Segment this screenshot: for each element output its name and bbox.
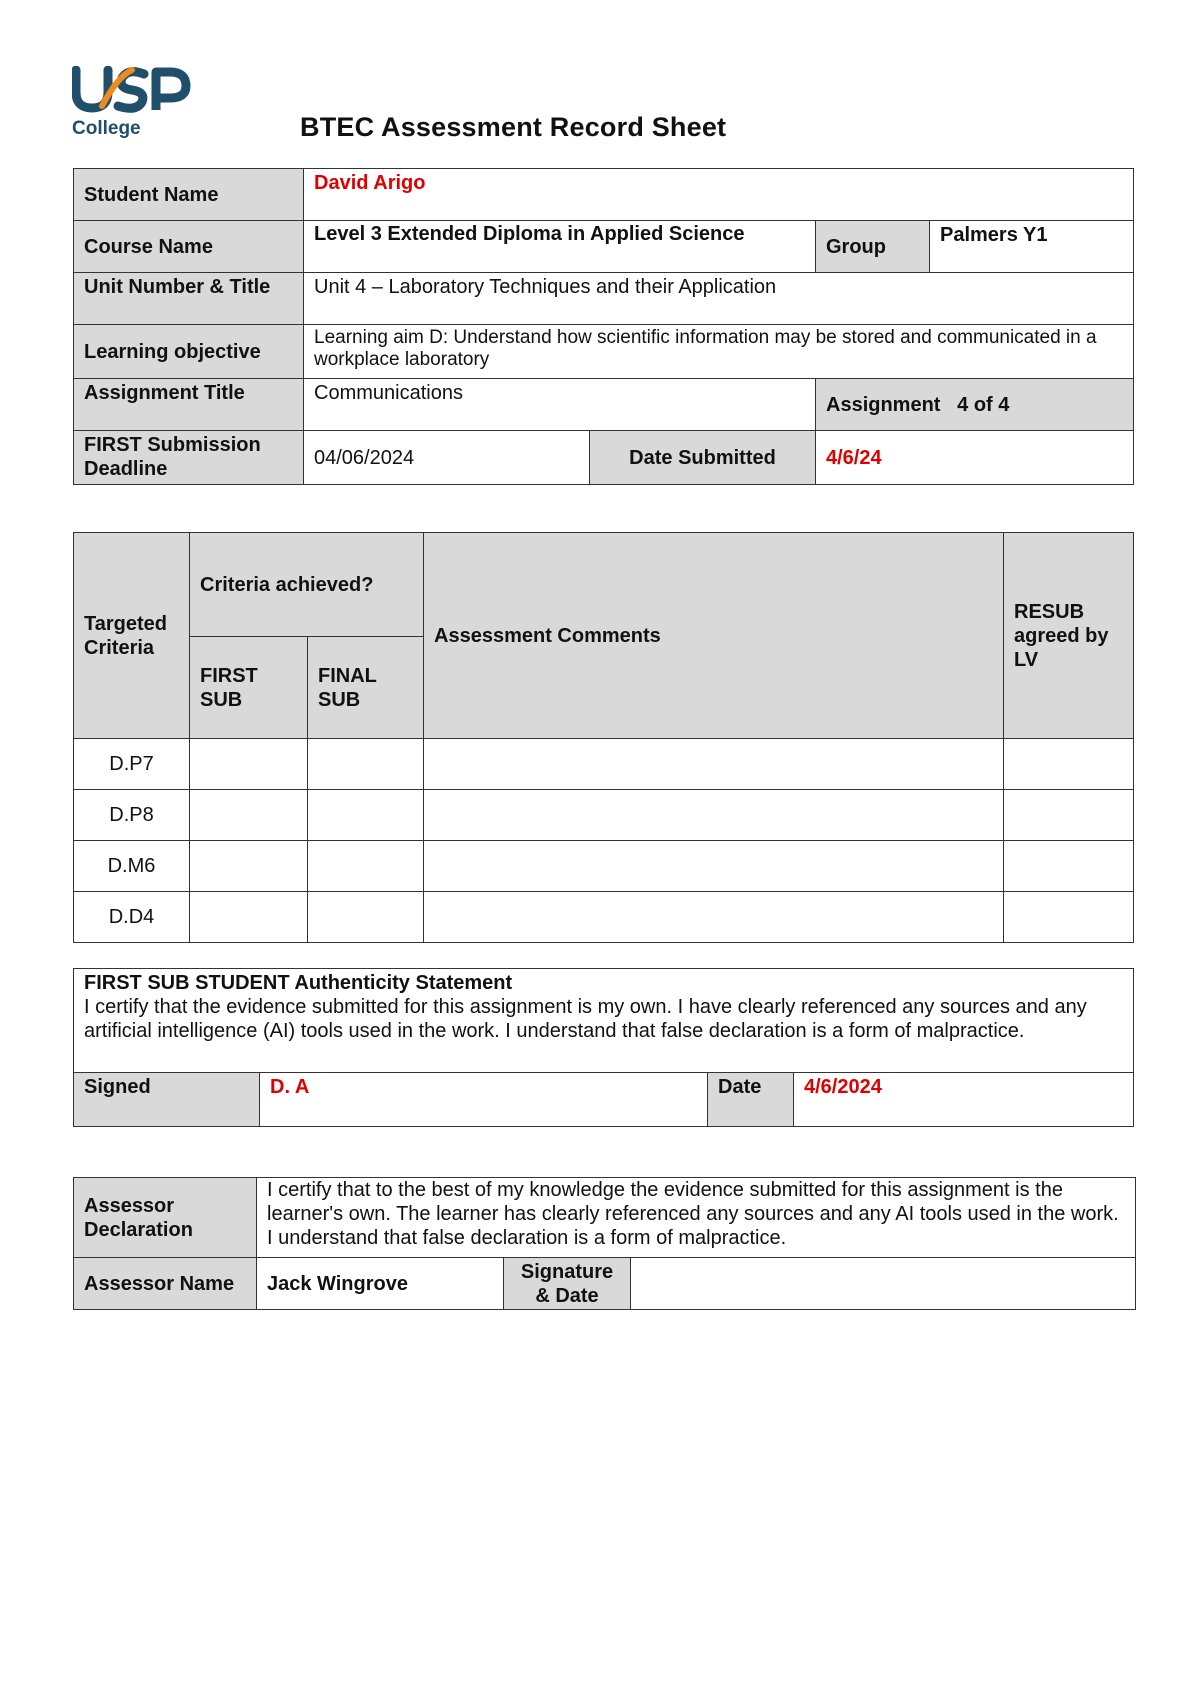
criteria-code: D.M6 [74, 841, 190, 892]
deadline-label: FIRST Submission Deadline [74, 431, 304, 485]
student-name-label: Student Name [74, 169, 304, 221]
deadline-value: 04/06/2024 [304, 431, 590, 485]
usp-college-logo [72, 66, 192, 144]
authenticity-statement-table [73, 968, 1134, 1127]
assignment-title-label: Assignment Title [74, 379, 304, 431]
signed-label: Signed [74, 1073, 260, 1127]
table-row [74, 739, 1134, 790]
comments-cell[interactable] [424, 790, 1004, 841]
assignment-title-value: Communications [304, 379, 816, 431]
group-label: Group [816, 221, 930, 273]
final-sub-cell[interactable] [308, 790, 424, 841]
resub-header: RESUB agreed by LV [1004, 533, 1134, 739]
criteria-code: D.P7 [74, 739, 190, 790]
signature-date-value[interactable] [631, 1258, 1136, 1310]
resub-cell[interactable] [1004, 841, 1134, 892]
resub-cell[interactable] [1004, 892, 1134, 943]
table-row [74, 841, 1134, 892]
final-sub-cell[interactable] [308, 841, 424, 892]
student-info-table [73, 168, 1134, 485]
criteria-code: D.D4 [74, 892, 190, 943]
first-sub-cell[interactable] [190, 790, 308, 841]
date-value[interactable]: 4/6/2024 [794, 1073, 1134, 1127]
assessor-declaration-table [73, 1177, 1136, 1310]
student-name-value: David Arigo [304, 169, 1134, 221]
objective-label: Learning objective [74, 325, 304, 379]
resub-cell[interactable] [1004, 790, 1134, 841]
first-sub-cell[interactable] [190, 892, 308, 943]
comments-cell[interactable] [424, 841, 1004, 892]
unit-value: Unit 4 – Laboratory Techniques and their Application [304, 273, 1134, 325]
objective-value: Learning aim D: Understand how scientific information may be stored and communicated in a workplace laboratory [304, 325, 1134, 379]
authenticity-heading: FIRST SUB STUDENT Authenticity Statement [84, 972, 513, 994]
first-sub-header: FIRST SUB [190, 637, 308, 739]
criteria-table [73, 532, 1134, 943]
final-sub-cell[interactable] [308, 739, 424, 790]
assessor-name-label: Assessor Name [74, 1258, 257, 1310]
table-row [74, 790, 1134, 841]
assignment-count: Assignment 4 of 4 [816, 379, 1134, 431]
resub-cell[interactable] [1004, 739, 1134, 790]
first-sub-cell[interactable] [190, 739, 308, 790]
assessor-name-value: Jack Wingrove [257, 1258, 504, 1310]
page-title: BTEC Assessment Record Sheet [300, 112, 727, 142]
group-value: Palmers Y1 [930, 221, 1134, 273]
first-sub-cell[interactable] [190, 841, 308, 892]
criteria-achieved-header: Criteria achieved? [190, 533, 424, 637]
course-name-label: Course Name [74, 221, 304, 273]
assessor-declaration-text: I certify that to the best of my knowledge the evidence submitted for this assignment is the learner's own. The learner has clearly referenced any sources and any AI tools used in the work. I understand that false declaration is a form of malpractice. [257, 1178, 1136, 1258]
unit-label: Unit Number & Title [74, 273, 304, 325]
final-sub-header: FINAL SUB [308, 637, 424, 739]
signature-date-label: Signature & Date [504, 1258, 631, 1310]
course-name-value: Level 3 Extended Diploma in Applied Science [304, 221, 816, 273]
signed-value[interactable]: D. A [260, 1073, 708, 1127]
date-submitted-label: Date Submitted [590, 431, 816, 485]
authenticity-text: I certify that the evidence submitted for this assignment is my own. I have clearly referenced any sources and any artificial intelligence (AI) tools used in the work. I understand that false declaration is a form of malpractice. [84, 996, 1087, 1042]
comments-cell[interactable] [424, 739, 1004, 790]
authenticity-statement [74, 969, 1134, 1073]
assessor-declaration-label: Assessor Declaration [74, 1178, 257, 1258]
logo-college-text: College [72, 118, 141, 139]
date-label: Date [708, 1073, 794, 1127]
comments-cell[interactable] [424, 892, 1004, 943]
table-row [74, 892, 1134, 943]
assessment-comments-header: Assessment Comments [424, 533, 1004, 739]
usp-logo-icon [72, 66, 192, 114]
targeted-criteria-header: Targeted Criteria [74, 533, 190, 739]
criteria-code: D.P8 [74, 790, 190, 841]
date-submitted-value: 4/6/24 [816, 431, 1134, 485]
final-sub-cell[interactable] [308, 892, 424, 943]
